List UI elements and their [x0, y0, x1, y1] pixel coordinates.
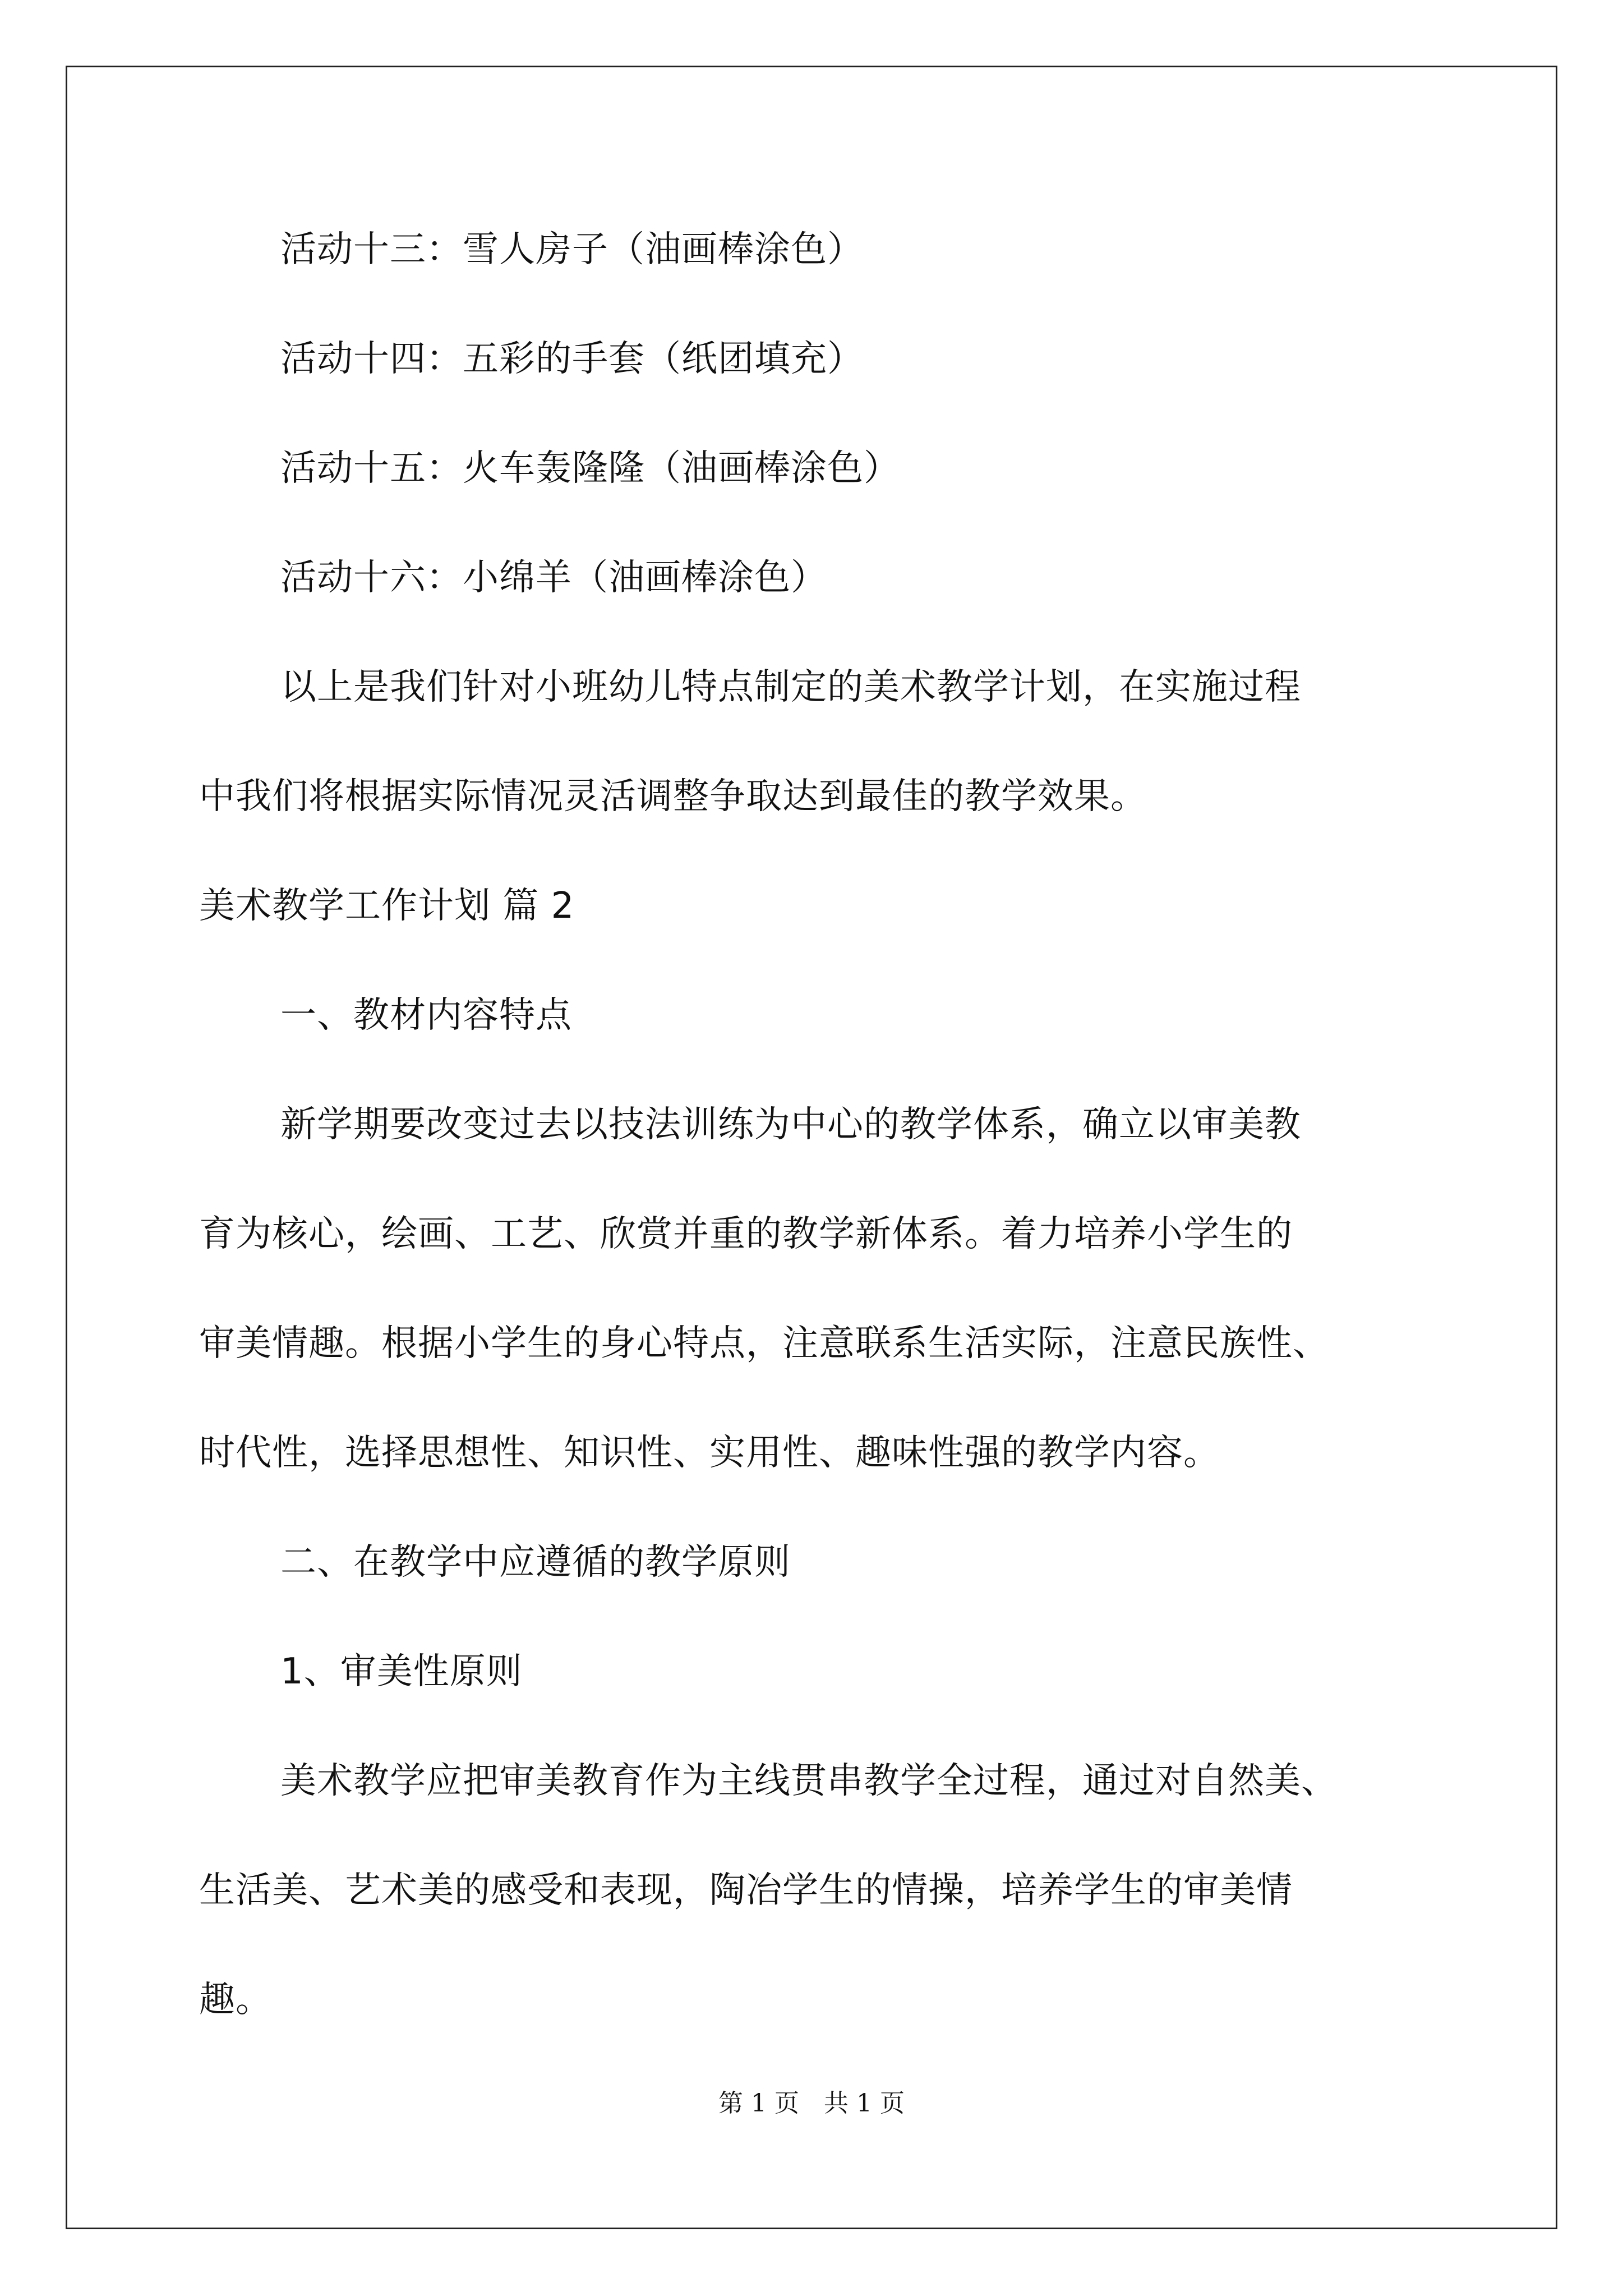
activity-13-line: 活动十三：雪人房子（油画棒涂色）	[280, 229, 864, 270]
content-1-line-4: 时代性，选择思想性、知识性、实用性、趣味性强的教学内容。	[199, 1432, 1220, 1474]
content-2-line-1: 美术教学应把审美教育作为主线贯串教学全过程，通过对自然美、	[280, 1760, 1338, 1802]
content-2-line-3: 趣。	[199, 1979, 272, 2021]
page-footer: 第 1 页 共 1 页	[718, 2089, 905, 2118]
activity-15-line: 活动十五：火车轰隆隆（油画棒涂色）	[280, 448, 900, 489]
content-1-line-2: 育为核心，绘画、工艺、欣赏并重的教学新体系。着力培养小学生的	[199, 1213, 1293, 1255]
content-2-line-2: 生活美、艺术美的感受和表现，陶冶学生的情操，培养学生的审美情	[199, 1870, 1293, 1911]
heading-1: 一、教材内容特点	[280, 995, 572, 1036]
section-title: 美术教学工作计划 篇 2	[199, 885, 575, 927]
subheading-1: 1、审美性原则	[280, 1651, 523, 1692]
summary-line-1: 以上是我们针对小班幼儿特点制定的美术教学计划，在实施过程	[280, 666, 1301, 708]
activity-16-line: 活动十六：小绵羊（油画棒涂色）	[280, 557, 827, 599]
heading-2: 二、在教学中应遵循的教学原则	[280, 1542, 791, 1583]
content-1-line-3: 审美情趣。根据小学生的身心特点，注意联系生活实际，注意民族性、	[199, 1323, 1329, 1364]
content-1-line-1: 新学期要改变过去以技法训练为中心的教学体系，确立以审美教	[280, 1104, 1301, 1145]
summary-line-2: 中我们将根据实际情况灵活调整争取达到最佳的教学效果。	[199, 776, 1147, 817]
activity-14-line: 活动十四：五彩的手套（纸团填充）	[280, 338, 864, 380]
